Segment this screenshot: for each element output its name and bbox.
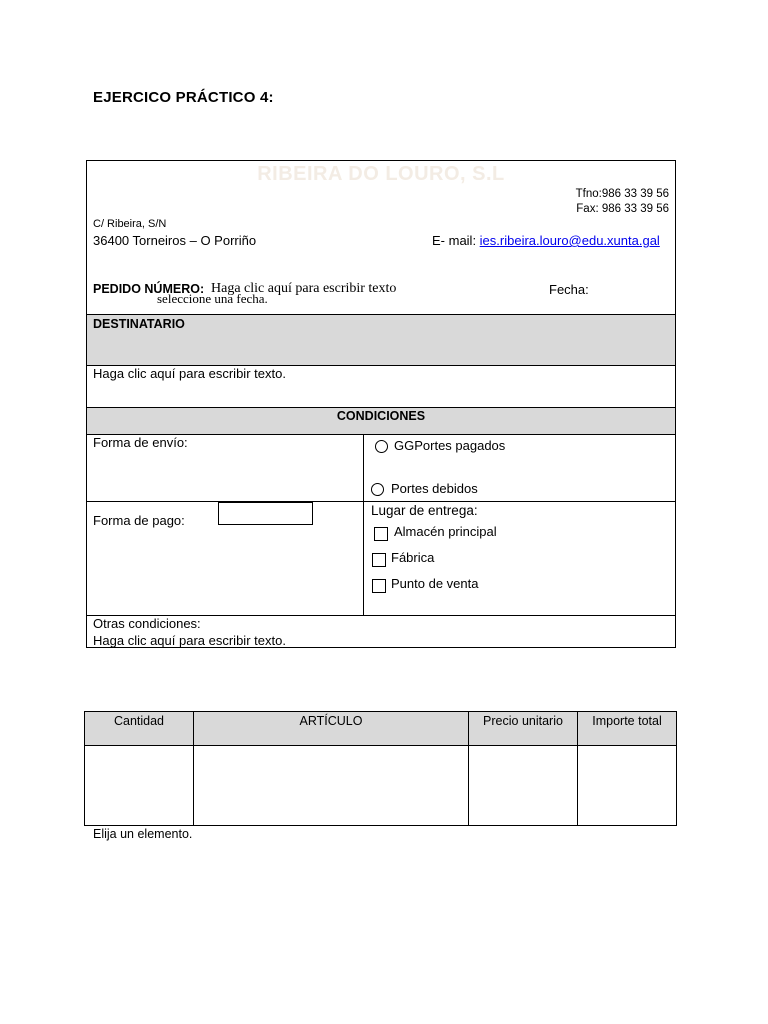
company-address-city: 36400 Torneiros – O Porriño [93, 233, 257, 248]
articles-table [84, 711, 677, 826]
condiciones-header [87, 407, 675, 435]
company-address-street: C/ Ribeira, S/N [93, 218, 167, 230]
page-heading: EJERCICO PRÁCTICO 4: [93, 89, 274, 106]
column-header-importe-total: Importe total [592, 714, 662, 728]
otras-condiciones-field[interactable]: Haga clic aquí para escribir texto. [93, 633, 286, 648]
pago-dropdown[interactable] [218, 502, 313, 525]
checkbox-label-punto-de-venta: Punto de venta [391, 576, 479, 591]
date-label: Fecha: [549, 282, 589, 297]
destinatario-field[interactable]: Haga clic aquí para escribir texto. [93, 366, 286, 381]
column-header-articulo: ARTÍCULO [299, 714, 363, 728]
condiciones-title: CONDICIONES [336, 409, 426, 423]
table-cell-importe-total[interactable] [578, 746, 676, 825]
email-label: E- mail: [432, 233, 480, 248]
company-name: RIBEIRA DO LOURO, S.L [257, 163, 505, 185]
otras-condiciones-label: Otras condiciones: [93, 616, 201, 631]
company-email [432, 233, 660, 248]
checkbox-label-fabrica: Fábrica [391, 550, 435, 565]
lugar-label: Lugar de entrega: [371, 503, 478, 518]
company-fax: Fax: 986 33 39 56 [576, 203, 669, 215]
checkbox-punto-de-venta[interactable] [372, 579, 386, 593]
envio-label: Forma de envío: [93, 435, 188, 450]
checkbox-label-almacen-principal: Almacén principal [394, 524, 497, 539]
order-form [86, 160, 676, 648]
table-cell-precio-unitario[interactable] [469, 746, 577, 825]
radio-portes-pagados[interactable] [375, 440, 388, 453]
pago-label: Forma de pago: [93, 513, 185, 528]
order-number-label: PEDIDO NÚMERO: [93, 282, 205, 296]
email-link[interactable]: ies.ribeira.louro@edu.xunta.gal [479, 233, 660, 248]
checkbox-almacen-principal[interactable] [374, 527, 388, 541]
column-header-cantidad: Cantidad [113, 714, 165, 728]
column-header-precio-unitario: Precio unitario [483, 714, 563, 728]
divider-horizontal [87, 501, 675, 502]
table-cell-articulo[interactable] [194, 746, 468, 825]
choose-element-dropdown[interactable]: Elija un elemento. [93, 827, 193, 841]
table-cell-cantidad[interactable] [85, 746, 193, 825]
destinatario-title: DESTINATARIO [93, 317, 185, 331]
date-picker-placeholder[interactable]: seleccione una fecha. [157, 291, 268, 306]
radio-portes-debidos[interactable] [371, 483, 384, 496]
destinatario-header [87, 314, 675, 366]
checkbox-fabrica[interactable] [372, 553, 386, 567]
company-phone: Tfno:986 33 39 56 [575, 188, 669, 200]
radio-label-portes-debidos: Portes debidos [391, 481, 478, 496]
order-number-field[interactable]: Haga clic aquí para escribir texto [211, 281, 397, 296]
radio-label-portes-pagados: GGPortes pagados [394, 438, 506, 453]
divider-vertical [363, 434, 364, 615]
